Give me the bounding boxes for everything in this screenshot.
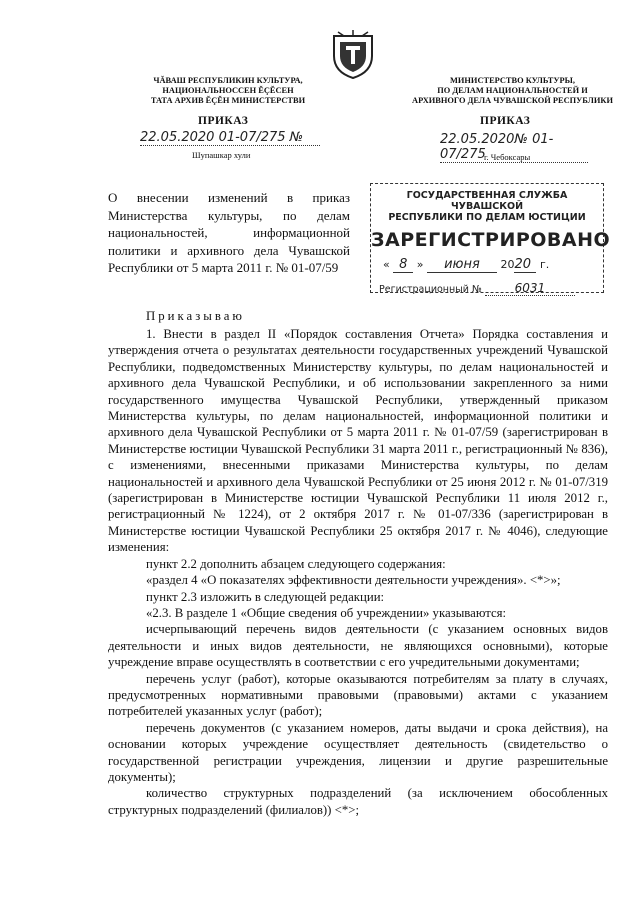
- stamp-line1: ГОСУДАРСТВЕННАЯ СЛУЖБА ЧУВАШСКОЙ: [406, 190, 568, 212]
- paragraph-5: «2.3. В разделе 1 «Общие сведения об учреждении» указываются:: [146, 605, 507, 620]
- paragraph-9: количество структурных подразделений (за исключением обособленных структурных подразделений (филиалов)) <*>;: [108, 786, 608, 817]
- registration-stamp: [370, 183, 611, 295]
- paragraph-6: исчерпывающий перечень видов деятельности (с указанием основных видов деятельности и иных видов деятельности, не являющихся основными), которые учреждение вправе осуществлять в соответствии с его учредительными документами;: [108, 622, 608, 670]
- paragraph-4: пункт 2.3 изложить в следующей редакции:: [146, 589, 385, 604]
- coat-of-arms-emblem: [330, 30, 376, 80]
- right-org-name: МИНИСТЕРСТВО КУЛЬТУРЫ, ПО ДЕЛАМ НАЦИОНАЛЬНОСТЕЙ И АРХИВНОГО ДЕЛА ЧУВАШСКОЙ РЕСПУБЛИКИ: [412, 76, 613, 105]
- right-city: г. Чебоксары: [484, 152, 531, 162]
- stamp-date: « 8 » июня 2020 г.: [383, 257, 550, 272]
- document-title: О внесении изменений в приказ Министерства культуры, по делам национальностей, информационной политики и архивного дела Чувашской Республики от 5 марта 2011 г. № 01-07/59: [108, 190, 350, 276]
- paragraph-2: пункт 2.2 дополнить абзацем следующего содержания:: [146, 556, 446, 571]
- right-doc-type: ПРИКАЗ: [480, 115, 531, 127]
- left-doc-type: ПРИКАЗ: [198, 115, 249, 127]
- paragraph-1: 1. Внести в раздел II «Порядок составления Отчета» Порядка составления и утверждения отчета о результатах деятельности государственных учреждений Чувашской Республики, подведомственных Министерству культуры, по делам национальностей и архивного дела Чувашской Республики, и об использовании закрепленного за ними государственного имущества Чувашской Республики, утвержденный приказом Министерства культуры, по делам национальностей, информационной политики и архивного дела Чувашской Республики от 5 марта 2011 г. № 01-07/59 (зарегистрирован в Министерстве юстиции Чувашской Республики 31 марта 2011 г., регистрационный № 836), с изменениями, внесенными приказами Министерства культуры, по делам национальностей и архивного дела Чувашской Республики от 25 июня 2012 г. № 01-07/319 (зарегистрирован в Министерстве юстиции Чувашской Республики 11 июля 2012 г., регистрационный № 1224), от 2 октября 2017 г. № 01-07/336 (зарегистрирован в Министерстве юстиции Чувашской Республики 25 октября 2017 г. № 4046), следующие изменения:: [108, 327, 608, 555]
- stamp-line2: РЕСПУБЛИКИ ПО ДЕЛАМ ЮСТИЦИИ: [388, 212, 586, 223]
- paragraph-7: перечень услуг (работ), которые оказываются потребителям за плату в случаях, предусмотренных нормативными правовыми (правовыми) актами с указанием потребителей указанных услуг (работ);: [108, 671, 608, 719]
- paragraph-3: «раздел 4 «О показателях эффективности деятельности учреждения». <*>»;: [146, 573, 561, 588]
- paragraph-8: перечень документов (с указанием номеров, даты выдачи и срока действия), на основании которых учреждение осуществляет деятельность (свидетельство о государственной регистрации учреждения, лицензии и другие разрешительные документы);: [108, 720, 608, 784]
- left-city: Шупашкар хули: [192, 150, 251, 160]
- left-date-number: 22.05.2020 01-07/275 №: [140, 130, 320, 146]
- order-word: Приказываю: [146, 309, 245, 323]
- right-date-number: 22.05.2020№ 01-07/275: [440, 132, 588, 163]
- stamp-registered: ЗАРЕГИСТРИРОВАНО: [371, 229, 611, 251]
- document-body: [108, 326, 608, 818]
- stamp-reg-number: Регистрационный № 6031: [371, 281, 603, 296]
- left-org-name: ЧĂВАШ РЕСПУБЛИКИН КУЛЬТУРА, НАЦИОНАЛЬНОССЕН ĔÇĔСЕН ТАТА АРХИВ ĔÇĔН МИНИСТЕРСТВИ: [150, 76, 306, 105]
